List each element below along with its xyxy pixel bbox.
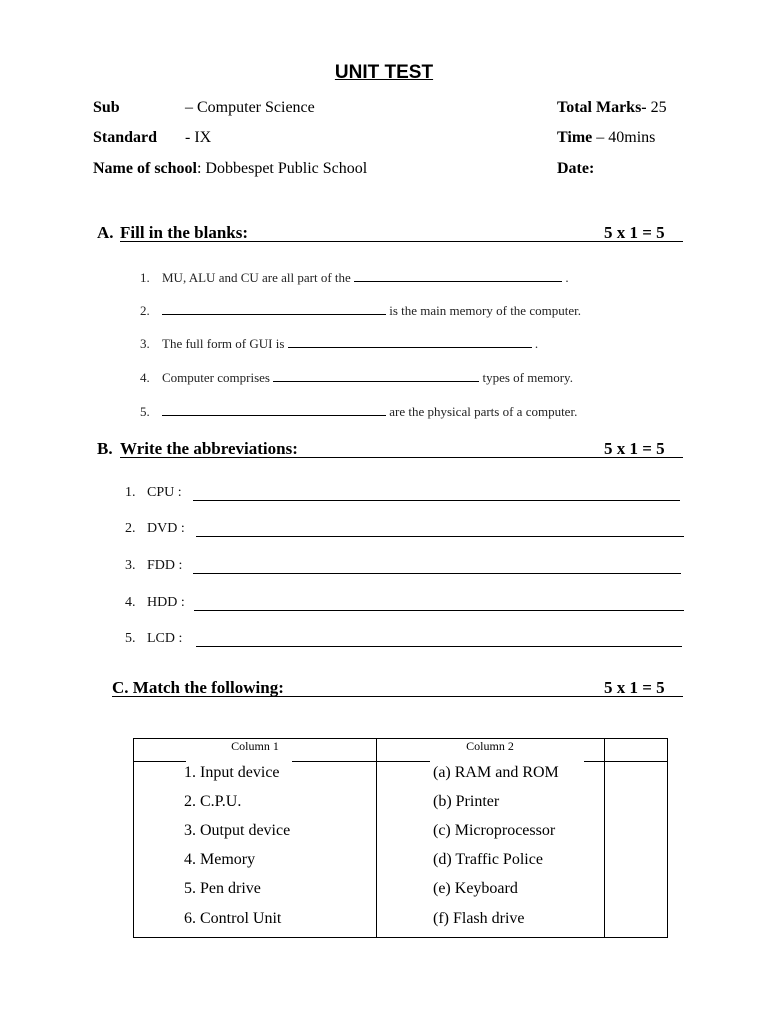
section-a-prefix: A. — [97, 223, 114, 242]
fill-blank-item-4: 4. Computer comprises types of memory. — [140, 370, 573, 385]
header-rule — [584, 761, 668, 762]
abbreviation-item-4: 4. HDD : — [125, 595, 185, 610]
standard-value: - IX — [185, 129, 212, 146]
answer-line[interactable] — [196, 536, 684, 537]
section-c-underline — [112, 696, 683, 697]
answer-line[interactable] — [193, 573, 681, 574]
column-1-item: 3. Output device — [184, 822, 291, 839]
page-title: UNIT TEST — [334, 62, 434, 83]
column-2-item: (c) Microprocessor — [433, 822, 556, 839]
answer-blank[interactable] — [162, 404, 386, 416]
subject-label: Sub — [93, 99, 120, 116]
table-divider — [376, 739, 377, 937]
column-1-item: 4. Memory — [184, 851, 256, 868]
section-b-title: Write the abbreviations: — [120, 439, 298, 458]
column-1-item: 6. Control Unit — [184, 910, 282, 927]
section-b-marks: 5 x 1 = 5 — [604, 439, 665, 458]
section-a-title: Fill in the blanks: — [120, 223, 249, 242]
fill-blank-item-3: 3. The full form of GUI is . — [140, 336, 539, 351]
section-c-title: C. Match the following: — [112, 678, 284, 697]
column-2-item: (e) Keyboard — [433, 880, 518, 897]
section-a-underline — [120, 241, 683, 242]
column-2-item: (f) Flash drive — [433, 910, 525, 927]
answer-line[interactable] — [194, 610, 684, 611]
column-2-item: (b) Printer — [433, 793, 500, 810]
section-b-underline — [120, 457, 683, 458]
school-value: : Dobbespet Public School — [196, 160, 368, 177]
time-label: Time — [557, 129, 593, 146]
section-c-marks: 5 x 1 = 5 — [604, 678, 665, 697]
total-marks-label: Total Marks- — [557, 99, 647, 116]
section-a-marks: 5 x 1 = 5 — [604, 223, 665, 242]
match-table — [133, 738, 668, 938]
answer-blank[interactable] — [273, 370, 479, 382]
table-divider — [604, 739, 605, 937]
section-b-prefix: B. — [97, 439, 113, 458]
column-2-header: Column 2 — [466, 739, 514, 753]
abbreviation-item-1: 1. CPU : — [125, 485, 182, 500]
column-1-header: Column 1 — [231, 739, 279, 753]
fill-blank-item-2: 2. is the main memory of the computer. — [140, 303, 581, 318]
answer-line[interactable] — [193, 500, 680, 501]
answer-blank[interactable] — [354, 270, 562, 282]
school-label: Name of school — [93, 160, 197, 177]
header-rule — [134, 761, 186, 762]
date-label: Date: — [557, 160, 595, 177]
abbreviation-item-2: 2. DVD : — [125, 521, 185, 536]
column-1-item: 1. Input device — [184, 764, 280, 781]
column-2-item: (d) Traffic Police — [433, 851, 543, 868]
fill-blank-item-1: 1. MU, ALU and CU are all part of the . — [140, 270, 569, 285]
total-marks-value: 25 — [646, 99, 667, 116]
column-1-item: 2. C.P.U. — [184, 793, 242, 810]
answer-line[interactable] — [196, 646, 682, 647]
abbreviation-item-3: 3. FDD : — [125, 558, 183, 573]
column-1-item: 5. Pen drive — [184, 880, 261, 897]
time-allowed — [557, 129, 655, 147]
header-rule — [292, 761, 430, 762]
answer-blank[interactable] — [288, 336, 532, 348]
time-value: – 40mins — [592, 129, 656, 146]
abbreviation-item-5: 5. LCD : — [125, 631, 183, 646]
standard-label: Standard — [93, 129, 158, 146]
school-name — [93, 160, 367, 178]
column-2-item: (a) RAM and ROM — [433, 764, 559, 781]
total-marks — [557, 99, 667, 117]
fill-blank-item-5: 5. are the physical parts of a computer. — [140, 404, 578, 419]
answer-blank[interactable] — [162, 303, 386, 315]
subject-value: – Computer Science — [185, 99, 315, 116]
